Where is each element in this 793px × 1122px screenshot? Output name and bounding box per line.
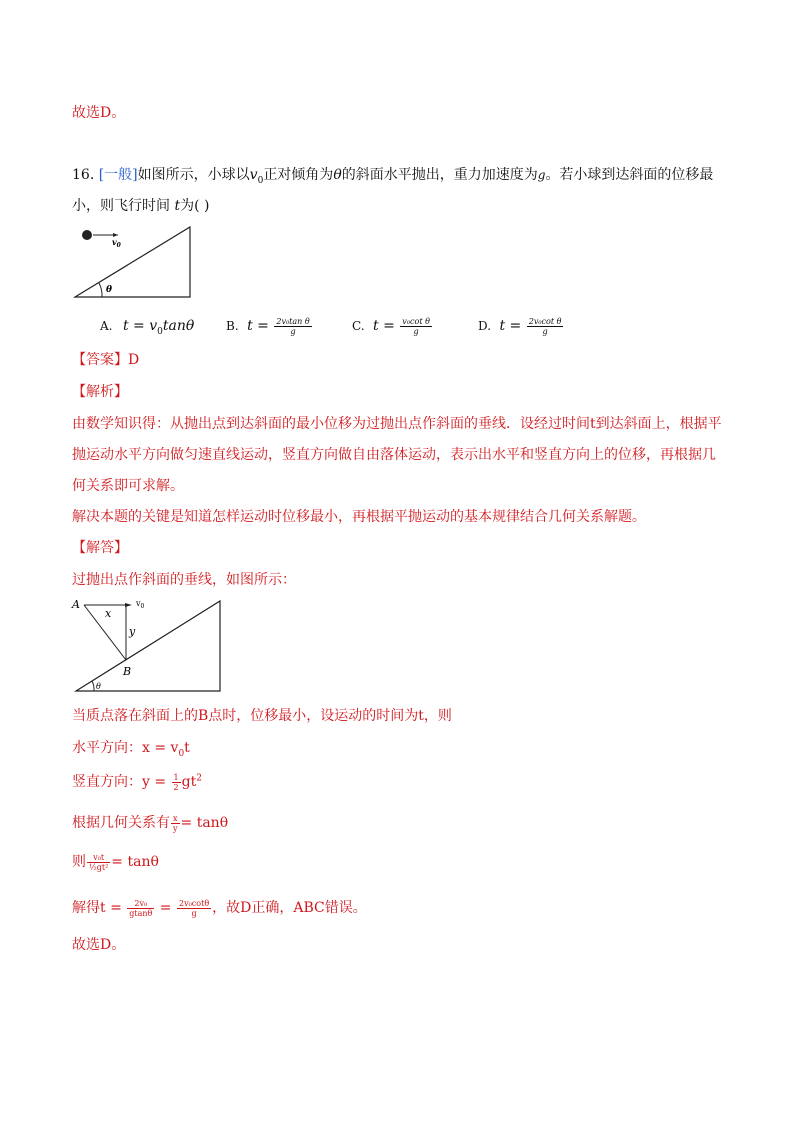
fraction-denominator: ½gt² bbox=[89, 862, 109, 872]
option-expr-tail: tanθ bbox=[162, 318, 195, 334]
t-symbol: t bbox=[174, 198, 181, 214]
point-a-label: A bbox=[72, 598, 80, 611]
equation-lhs: t = bbox=[100, 900, 122, 916]
angle-arc bbox=[99, 283, 102, 297]
question-text: 如图所示，小球以 bbox=[137, 167, 250, 183]
fraction-denominator: g bbox=[191, 908, 197, 918]
option-letter: C. bbox=[352, 319, 365, 333]
fraction-denominator: g bbox=[542, 326, 548, 336]
equation-sup: 2 bbox=[196, 773, 202, 784]
angle-arc bbox=[92, 681, 94, 691]
option-b bbox=[226, 316, 313, 336]
v0-subscript: 0 bbox=[257, 175, 264, 186]
option-expr: v bbox=[149, 318, 158, 334]
option-letter: D. bbox=[478, 319, 492, 333]
x-label: x bbox=[105, 607, 112, 620]
option-lhs: t = bbox=[122, 318, 145, 334]
equation-tail: ，故D正确，ABC错误。 bbox=[212, 900, 367, 916]
figure1-v-label: $v_0$ bbox=[112, 237, 121, 249]
option-fraction bbox=[400, 317, 432, 336]
solve-equation bbox=[72, 898, 367, 918]
question-number: 16. bbox=[72, 167, 95, 183]
fraction-denominator: g bbox=[413, 326, 419, 336]
equation-label: 水平方向： bbox=[72, 740, 142, 756]
analysis-label: 【解析】 bbox=[72, 384, 128, 400]
incline-figure-1 bbox=[72, 224, 196, 302]
equation-fraction bbox=[172, 773, 181, 792]
fraction-numerator: x bbox=[171, 814, 180, 824]
final-conclusion: 故选D。 bbox=[72, 937, 126, 953]
solution-intro: 过抛出点作斜面的垂线，如图所示： bbox=[72, 572, 296, 588]
equation-label: 解得 bbox=[72, 900, 100, 916]
question-text: 小，则飞行时间 bbox=[72, 198, 170, 214]
equation-label: 根据几何关系有 bbox=[72, 815, 170, 831]
difficulty-tag: [一般] bbox=[98, 167, 138, 183]
question-text: 正对倾角为 bbox=[263, 167, 334, 183]
fraction-numerator: v₀t bbox=[87, 853, 110, 863]
equation-tail: gt bbox=[181, 774, 197, 790]
solution-line-1: 当质点落在斜面上的B点时，位移最小，设运动的时间为t，则 bbox=[72, 708, 452, 724]
equation-lhs: y = bbox=[142, 774, 167, 790]
option-letter: B. bbox=[226, 319, 239, 333]
equation-fraction bbox=[177, 899, 211, 918]
analysis-line-2: 抛运动水平方向做匀速直线运动，竖直方向做自由落体运动，表示出水平和竖直方向上的位移，再根据几 bbox=[72, 447, 716, 463]
analysis-line-4: 解决本题的关键是知道怎样运动时位移最小，再根据平抛运动的基本规律结合几何关系解题。 bbox=[72, 509, 646, 525]
fraction-numerator: 2v₀cotθ bbox=[178, 898, 210, 908]
equation-label: 竖直方向： bbox=[72, 774, 142, 790]
vertical-equation bbox=[72, 772, 202, 792]
option-c bbox=[352, 316, 433, 336]
option-sub: 0 bbox=[157, 326, 163, 337]
equation-label: 则 bbox=[72, 854, 86, 870]
question-line-1 bbox=[72, 165, 713, 185]
incline-triangle bbox=[76, 601, 220, 691]
answer-label: 【答案】D bbox=[72, 352, 140, 368]
geometry-equation bbox=[72, 813, 228, 833]
equation-tail: = tanθ bbox=[111, 854, 159, 870]
incline-triangle bbox=[75, 227, 190, 297]
option-d bbox=[478, 316, 564, 336]
equals-sign: = bbox=[159, 900, 172, 916]
fraction-denominator: y bbox=[173, 823, 178, 833]
solution-label: 【解答】 bbox=[72, 540, 128, 556]
incline-figure-2 bbox=[70, 595, 226, 697]
option-lhs: t = bbox=[373, 318, 395, 334]
figure1-theta-label: θ bbox=[106, 285, 113, 295]
option-lhs: t = bbox=[247, 318, 269, 334]
equation-fraction bbox=[87, 853, 110, 872]
equation-fraction bbox=[127, 899, 154, 918]
equation-sub: 0 bbox=[178, 748, 185, 759]
equation-tail: = tanθ bbox=[180, 815, 229, 831]
equation-tail: t bbox=[184, 740, 190, 756]
option-fraction bbox=[274, 317, 311, 336]
figure2-v0-label: $v_0$ bbox=[136, 599, 145, 610]
fraction-numerator: 2v₀cot θ bbox=[528, 316, 562, 326]
g-symbol: g bbox=[537, 168, 546, 182]
fraction-denominator: gtanθ bbox=[129, 908, 153, 918]
fraction-numerator: v₀cot θ bbox=[402, 316, 430, 326]
question-text: 。若小球到达斜面的位移最 bbox=[545, 167, 714, 183]
equation-fraction bbox=[171, 814, 180, 833]
analysis-line-1: 由数学知识得：从抛出点到达斜面的最小位移为过抛出点作斜面的垂线．设经过时间t到达斜面上，根据平 bbox=[72, 416, 722, 432]
point-b-label: B bbox=[123, 665, 132, 678]
ratio-equation bbox=[72, 852, 159, 872]
fraction-denominator: g bbox=[290, 326, 296, 336]
fraction-denominator: 2 bbox=[173, 782, 179, 792]
fraction-numerator: 1 bbox=[173, 772, 179, 782]
figure2-theta-label: θ bbox=[96, 682, 101, 691]
theta-symbol: θ bbox=[333, 167, 342, 183]
question-text: 的斜面水平抛出，重力加速度为 bbox=[341, 167, 538, 183]
horizontal-equation bbox=[72, 738, 190, 758]
top-conclusion: 故选D。 bbox=[72, 105, 126, 121]
ball-icon bbox=[82, 230, 92, 240]
y-label: y bbox=[129, 625, 136, 638]
equation-expr: x = v bbox=[142, 740, 179, 756]
v0-symbol: v bbox=[249, 167, 258, 183]
option-letter: A. bbox=[100, 319, 113, 333]
fraction-numerator: 2v₀tan θ bbox=[276, 316, 310, 326]
question-text: 为( ) bbox=[180, 198, 210, 214]
option-fraction bbox=[527, 317, 564, 336]
option-a bbox=[100, 316, 194, 336]
analysis-line-3: 何关系即可求解。 bbox=[72, 478, 184, 494]
fraction-numerator: 2v₀ bbox=[127, 899, 154, 909]
question-line-2 bbox=[72, 196, 209, 216]
option-lhs: t = bbox=[499, 318, 522, 334]
